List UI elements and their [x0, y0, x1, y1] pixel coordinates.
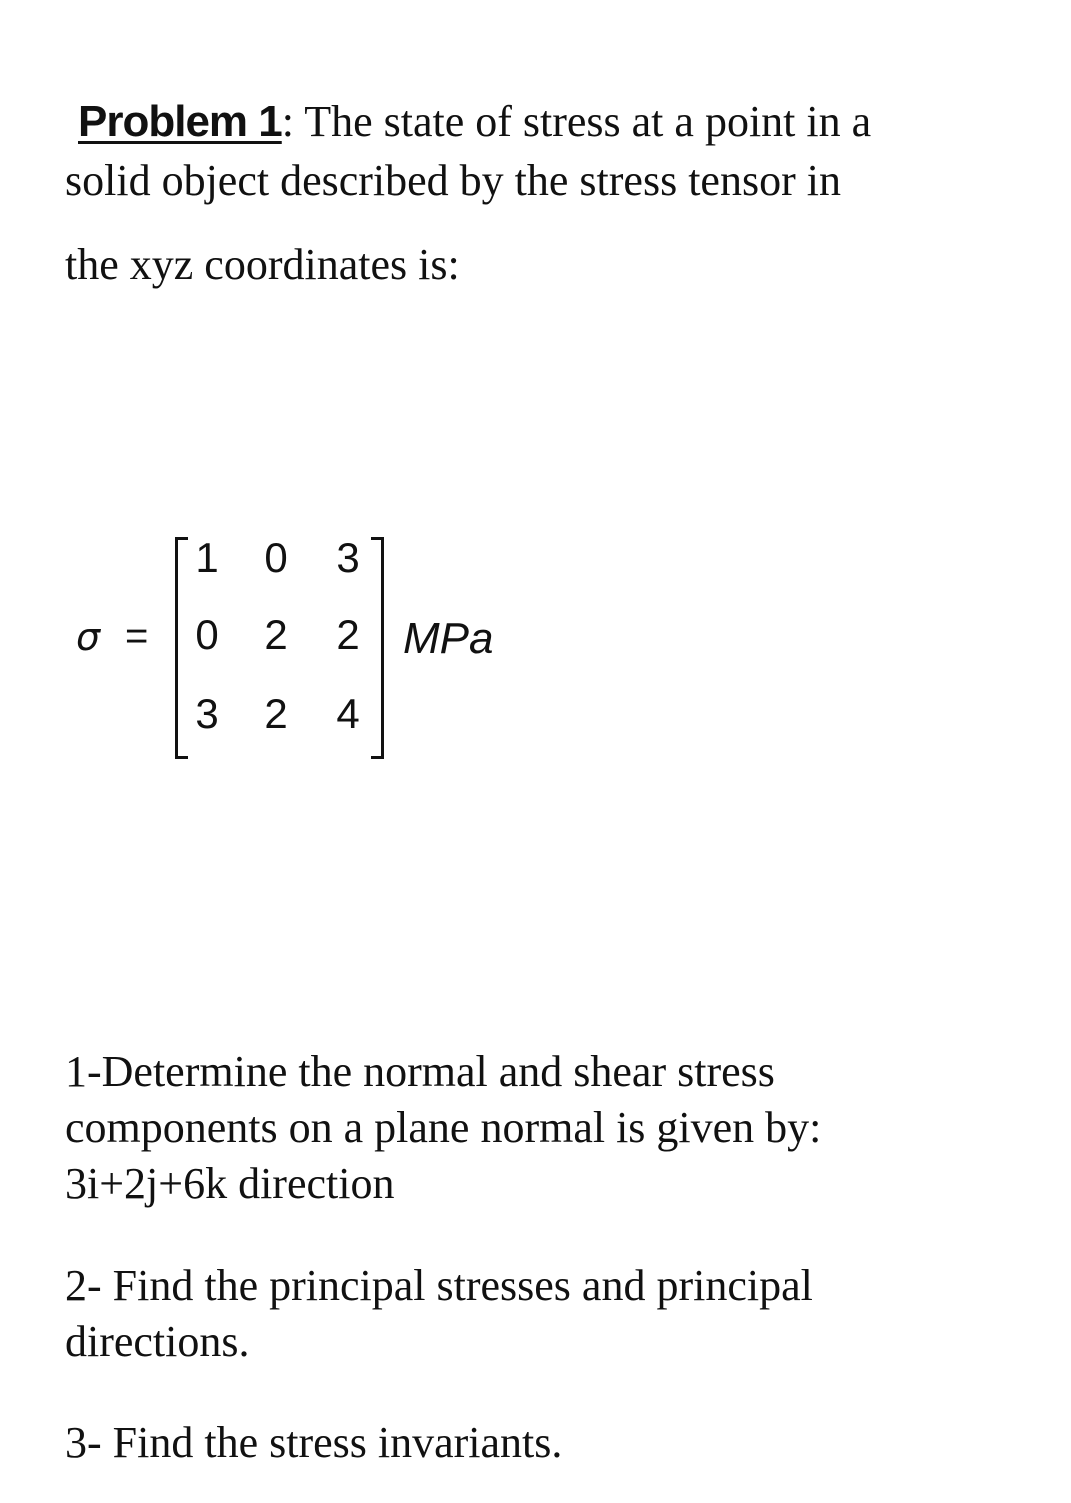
question-1-line2: components on a plane normal is given by: [65, 1103, 822, 1152]
problem-heading-line [78, 97, 872, 146]
problem-colon: : [281, 97, 294, 146]
equals-sign: = [125, 614, 149, 658]
problem-intro-line2: solid object described by the stress tensor in [65, 156, 841, 205]
problem-intro-line3: the xyz coordinates is: [65, 240, 460, 289]
matrix-cell: 0 [195, 611, 219, 658]
matrix-left-bracket [175, 537, 188, 759]
matrix-cell: 2 [264, 690, 288, 737]
problem-intro-line1: The state of stress at a point in a [293, 97, 872, 146]
matrix-cell: 3 [195, 690, 219, 737]
matrix-right-bracket [371, 537, 384, 759]
question-3-line1: 3- Find the stress invariants. [65, 1418, 563, 1467]
question-1-line1: 1-Determine the normal and shear stress [65, 1047, 775, 1096]
sigma-symbol: σ [76, 615, 101, 659]
problem-label: Problem 1 [78, 97, 282, 146]
matrix-cell: 4 [336, 690, 360, 737]
question-2-line2: directions. [65, 1317, 250, 1366]
matrix-cell: 0 [264, 534, 288, 581]
question-2-line1: 2- Find the principal stresses and principal [65, 1261, 813, 1310]
stress-tensor-equation [70, 525, 530, 765]
matrix-cell: 1 [195, 534, 219, 581]
matrix-cell: 2 [264, 611, 288, 658]
matrix-cell: 2 [336, 611, 360, 658]
unit-label: MPa [403, 614, 494, 663]
question-1-line3: 3i+2j+6k direction [65, 1159, 395, 1208]
matrix-cell: 3 [336, 534, 360, 581]
